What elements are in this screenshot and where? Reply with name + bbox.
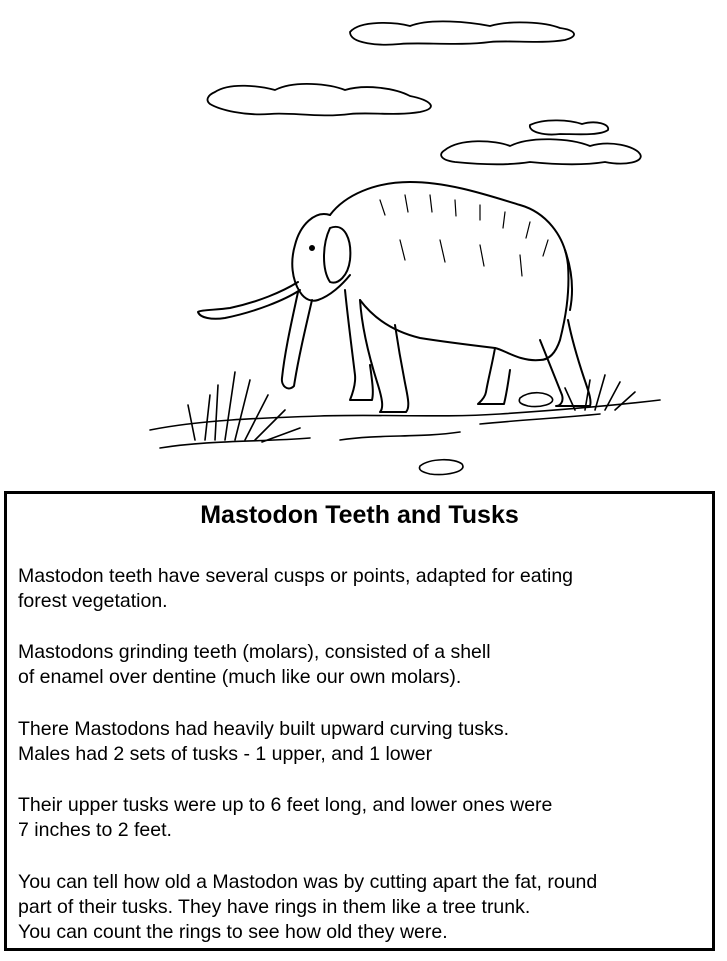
mastodon-front-leg bbox=[360, 300, 408, 412]
mastodon-head bbox=[292, 214, 350, 301]
mastodon bbox=[198, 182, 591, 412]
ground-rock bbox=[519, 393, 552, 407]
cloud-small bbox=[530, 120, 608, 134]
info-title: Mastodon Teeth and Tusks bbox=[200, 501, 519, 529]
clouds bbox=[208, 21, 641, 164]
cloud-mid-right bbox=[441, 139, 641, 164]
mastodon-body bbox=[330, 182, 568, 360]
text-line: Males had 2 sets of tusks - 1 upper, and 1 lower bbox=[18, 743, 433, 765]
mastodon-eye bbox=[310, 246, 314, 250]
text-line: part of their tusks. They have rings in them like a tree trunk. bbox=[18, 896, 531, 918]
mastodon-ear bbox=[324, 227, 350, 283]
text-line: Mastodon teeth have several cusps or points, adapted for eating bbox=[18, 565, 574, 587]
mastodon-fur bbox=[380, 195, 548, 276]
info-box bbox=[4, 491, 715, 951]
text-line: of enamel over dentine (much like our own molars). bbox=[18, 666, 462, 688]
shrub-right bbox=[565, 375, 635, 410]
mastodon-trunk bbox=[282, 292, 312, 388]
cloud-mid-left bbox=[208, 84, 431, 115]
mastodon-tusk bbox=[198, 282, 300, 319]
text-line: 7 inches to 2 feet. bbox=[18, 819, 172, 841]
ground-puddle bbox=[419, 460, 462, 475]
paragraph-molars bbox=[18, 640, 702, 690]
cloud-top bbox=[350, 21, 574, 44]
paragraph-rings bbox=[18, 870, 702, 945]
mastodon-hind-leg-far bbox=[478, 348, 510, 404]
text-line: forest vegetation. bbox=[18, 590, 168, 612]
mastodon-front-leg-far bbox=[345, 290, 373, 400]
text-line: You can count the rings to see how old they were. bbox=[18, 921, 448, 943]
paragraph-tusks bbox=[18, 717, 702, 767]
text-line: Mastodons grinding teeth (molars), consisted of a shell bbox=[18, 641, 491, 663]
paragraph-tusk-length bbox=[18, 793, 702, 843]
mastodon-hind-leg bbox=[540, 320, 591, 406]
paragraph-cusps bbox=[18, 564, 702, 614]
text-line: You can tell how old a Mastodon was by cutting apart the fat, round bbox=[18, 871, 598, 893]
text-line: Their upper tusks were up to 6 feet long, and lower ones were bbox=[18, 794, 553, 816]
text-line: There Mastodons had heavily built upward curving tusks. bbox=[18, 718, 510, 740]
